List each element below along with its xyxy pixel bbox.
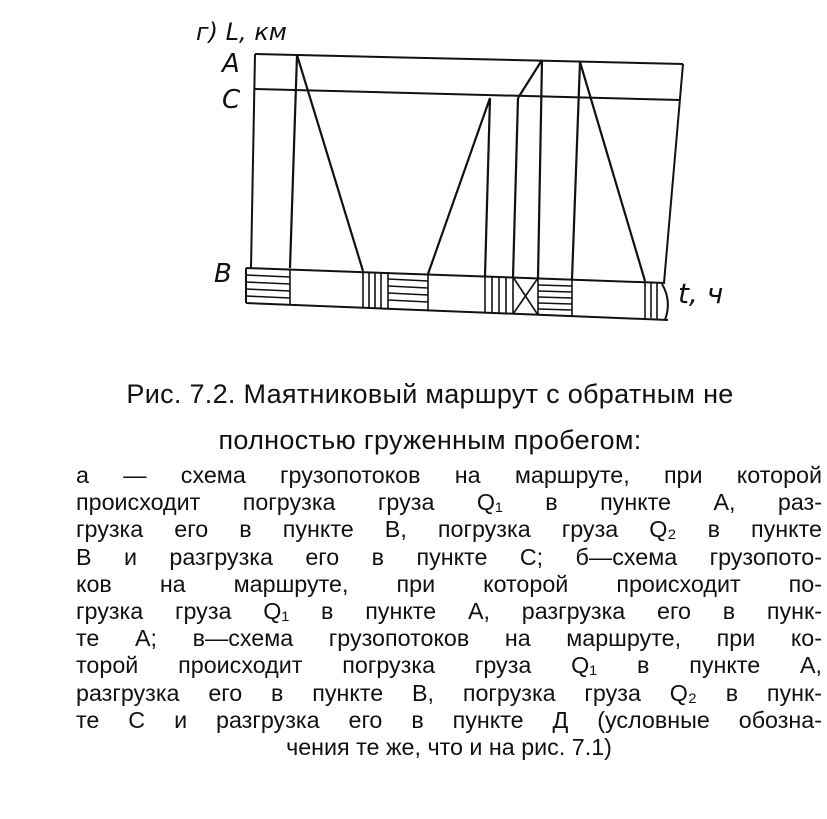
loading-block-2 [388,274,428,311]
level-b-line [246,268,665,283]
vertical-5 [572,62,580,279]
point-label-a: A [222,49,240,79]
diagonal-2 [428,98,490,274]
caption-line: торой происходит погрузка груза Q₁ в пункте А, [76,652,822,679]
timeline-bottom [246,303,668,320]
caption-line: грузка груза Q₁ в пункте А, разгрузка его в пунк- [76,598,822,625]
caption-title-line-1: Рис. 7.2. Маятниковый маршрут с обратным не [126,379,734,409]
frame-right [664,64,683,283]
cross-block [513,277,538,315]
diagonal-1 [297,55,363,271]
level-c-line [255,89,680,100]
caption-line: происходит погрузка груза Q₁ в пункте А, раз- [76,489,822,516]
route-diagram [0,0,827,360]
caption-line: грузка его в пункте В, погрузка груза Q₂ в пункте [76,516,822,543]
vertical-2 [485,98,490,276]
caption-line: чения те же, что и на рис. 7.1) [286,734,612,761]
loading-block-3 [538,279,572,316]
caption-title-line-2: полностью груженным пробегом: [218,425,642,455]
caption-line: ков на маршруте, при которой происходит по- [76,570,822,597]
vertical-3 [513,98,518,277]
caption-line: те С и разгрузка его в пункте Д (условные обозна- [76,706,822,733]
route-lines [290,55,645,281]
caption-body [76,462,822,761]
frame-left [251,54,255,268]
vertical-1 [290,55,297,268]
point-label-b: B [214,259,232,289]
caption-line: те А; в—схема грузопотоков на маршруте, при ко- [76,625,822,652]
caption-line: а — схема грузопотоков на маршруте, при которой [76,462,822,488]
unloading-block-3 [645,281,657,319]
loading-block-1 [246,270,290,305]
unloading-block-1 [363,271,388,309]
level-a-line [255,54,683,64]
point-label-c: C [222,85,241,115]
panel-label: г) L, км [196,18,287,46]
timeline-end [662,284,668,320]
diagonal-4 [580,62,645,281]
caption-line: В и разгрузка его в пункте С; б—схема грузопото- [76,543,822,570]
unloading-block-2 [485,276,513,314]
caption-line: разгрузка его в пункте В, погрузка груза Q₂ в пунк- [76,679,822,706]
diagonal-3 [518,60,542,98]
vertical-4 [538,60,542,278]
axis-x-label: t, ч [678,277,724,310]
